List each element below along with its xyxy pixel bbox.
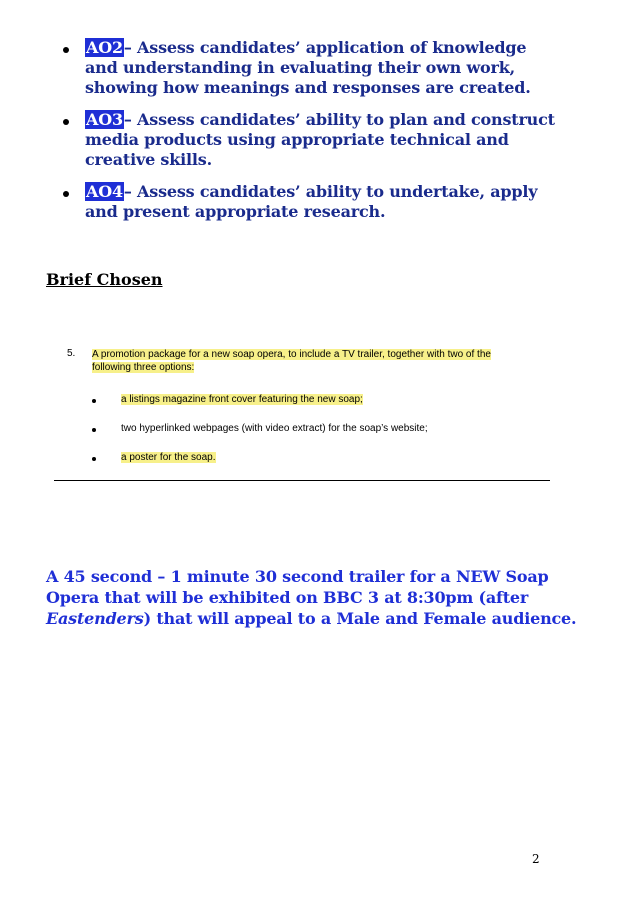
objective-text: – Assess candidates’ ability to plan and construct media products using appropriate technical and creative skills. (85, 110, 555, 169)
bullet-dot-icon (92, 457, 96, 461)
bullet-ao2 (60, 38, 560, 98)
bullet-dot-icon (63, 119, 69, 125)
brief-option-text: a poster for the soap. (121, 452, 216, 463)
brief-option-text: a listings magazine front cover featuring the new soap; (121, 394, 363, 405)
brief-main-text: A promotion package for a new soap opera, to include a TV trailer, together with two of the following three options: (92, 349, 491, 373)
bullet-ao4 (60, 182, 560, 222)
brief-chosen-heading: Brief Chosen (46, 270, 163, 289)
brief-number: 5. (67, 348, 76, 359)
objective-text: – Assess candidates’ application of knowledge and understanding in evaluating their own work, showing how meanings and responses are created. (85, 38, 531, 97)
brief-option-text: two hyperlinked webpages (with video extract) for the soap’s website; (121, 423, 428, 434)
bullet-ao3 (60, 110, 560, 170)
objective-code: AO2 (86, 38, 123, 57)
bullet-dot-icon (92, 428, 96, 432)
objective-code: AO4 (86, 182, 123, 201)
assessment-objectives-list (60, 38, 560, 234)
objective-code: AO3 (86, 110, 123, 129)
page-number: 2 (532, 852, 540, 866)
programme-title: Eastenders (46, 609, 144, 628)
trailer-description: A 45 second – 1 minute 30 second trailer for a NEW Soap Opera that will be exhibited on BBC 3 at 8:30pm (after Eastenders) that will appeal to a Male and Female audience. (46, 567, 577, 628)
bullet-dot-icon (92, 399, 96, 403)
bullet-dot-icon (63, 47, 69, 53)
objective-text: – Assess candidates’ ability to undertake, apply and present appropriate research. (85, 182, 538, 221)
bullet-dot-icon (63, 191, 69, 197)
brief-excerpt (54, 340, 550, 481)
